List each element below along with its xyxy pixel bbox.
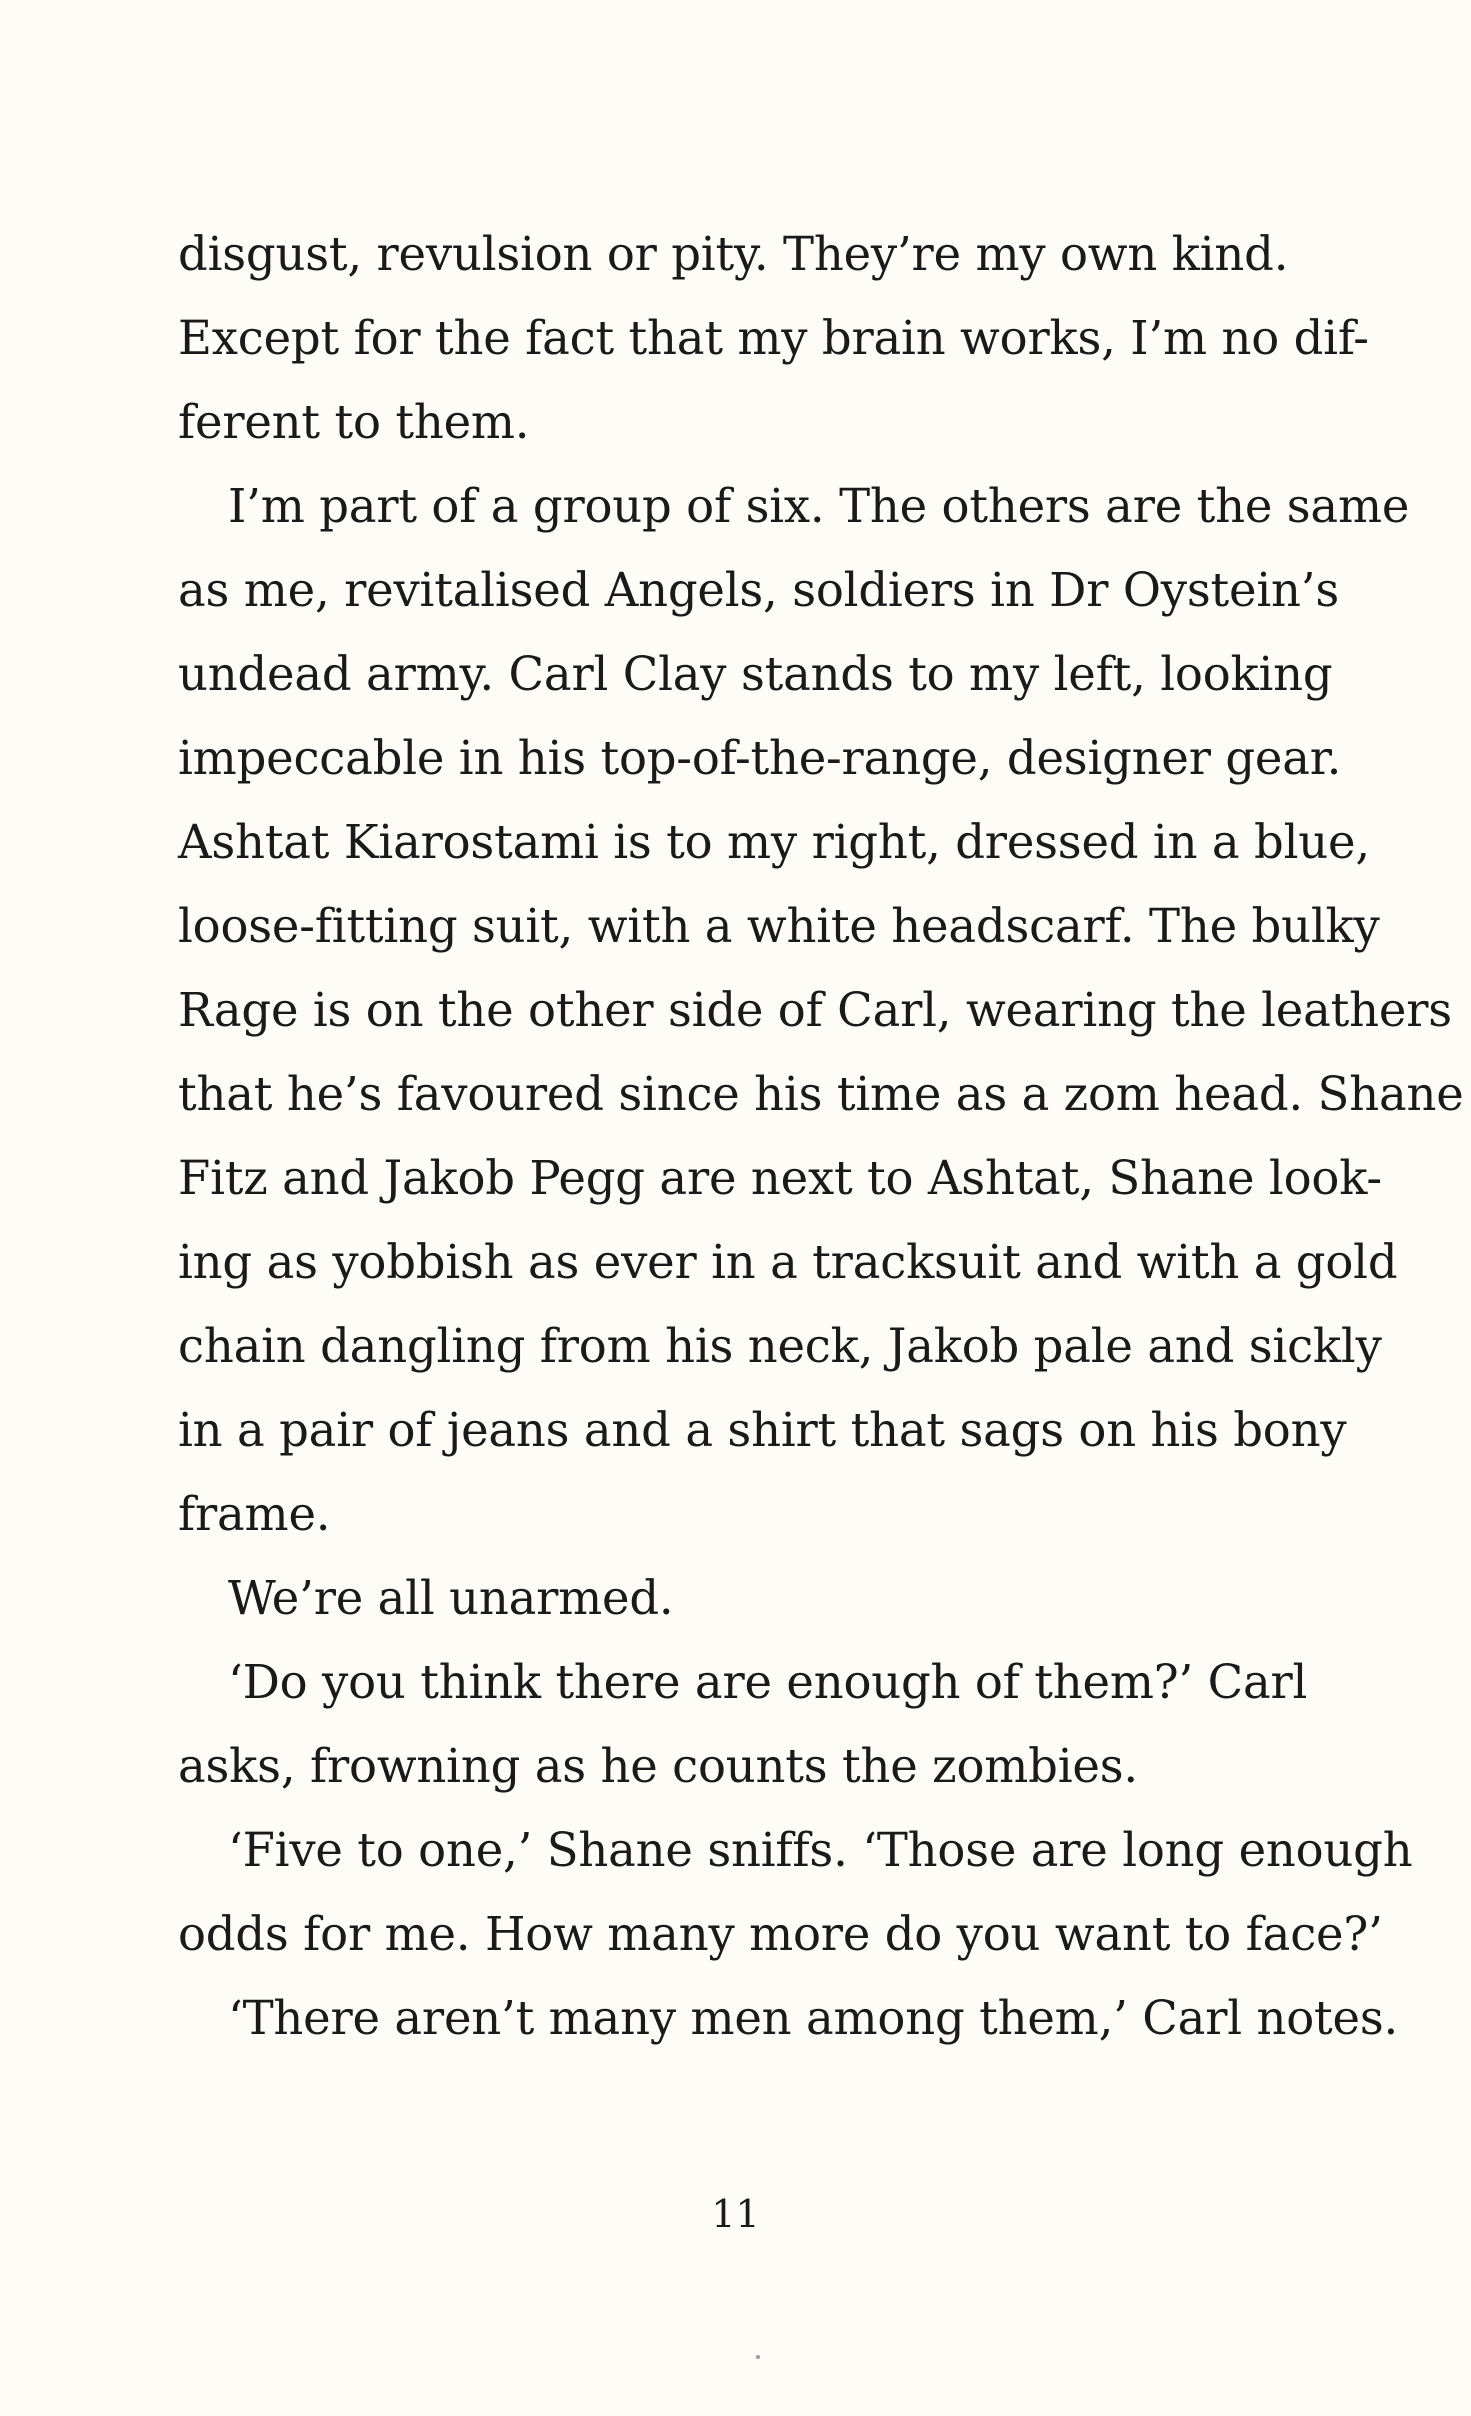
paragraph — [178, 1808, 1413, 1976]
text-line: loose-fitting suit, with a white headscarf. The bulky — [178, 899, 1380, 953]
text-line: that he’s favoured since his time as a zom head. Shane — [178, 1067, 1464, 1121]
paper-speck — [756, 2355, 760, 2359]
text-line: We’re all unarmed. — [228, 1571, 674, 1625]
text-line: odds for me. How many more do you want to face?’ — [178, 1907, 1383, 1961]
text-line: ing as yobbish as ever in a tracksuit and with a gold — [178, 1235, 1398, 1289]
text-line: Fitz and Jakob Pegg are next to Ashtat, Shane look- — [178, 1151, 1382, 1205]
paragraph — [178, 464, 1464, 1556]
text-line: Except for the fact that my brain works, I’m no dif- — [178, 311, 1369, 365]
body-text — [178, 212, 1464, 2060]
text-line: frame. — [178, 1487, 331, 1541]
text-line: ‘There aren’t many men among them,’ Carl notes. — [228, 1991, 1399, 2045]
text-line: ‘Five to one,’ Shane sniffs. ‘Those are long enough — [228, 1823, 1413, 1877]
page-number: 11 — [711, 2192, 760, 2236]
text-line: ferent to them. — [178, 395, 530, 449]
text-line: impeccable in his top-of-the-range, designer gear. — [178, 731, 1342, 785]
text-line: disgust, revulsion or pity. They’re my own kind. — [178, 227, 1289, 281]
text-line: in a pair of jeans and a shirt that sags on his bony — [178, 1403, 1347, 1457]
text-line: undead army. Carl Clay stands to my left, looking — [178, 647, 1333, 701]
text-line: ‘Do you think there are enough of them?’ Carl — [228, 1655, 1308, 1709]
paragraph — [178, 1640, 1308, 1808]
paragraph — [178, 1976, 1399, 2060]
text-line: chain dangling from his neck, Jakob pale and sickly — [178, 1319, 1382, 1373]
text-line: asks, frowning as he counts the zombies. — [178, 1739, 1138, 1793]
paragraph — [178, 212, 1369, 464]
text-line: Ashtat Kiarostami is to my right, dressed in a blue, — [178, 815, 1370, 869]
text-line: I’m part of a group of six. The others are the same — [228, 479, 1410, 533]
text-line: as me, revitalised Angels, soldiers in Dr Oystein’s — [178, 563, 1339, 617]
paragraph — [178, 1556, 1273, 1640]
text-line: Rage is on the other side of Carl, wearing the leathers — [178, 983, 1452, 1037]
